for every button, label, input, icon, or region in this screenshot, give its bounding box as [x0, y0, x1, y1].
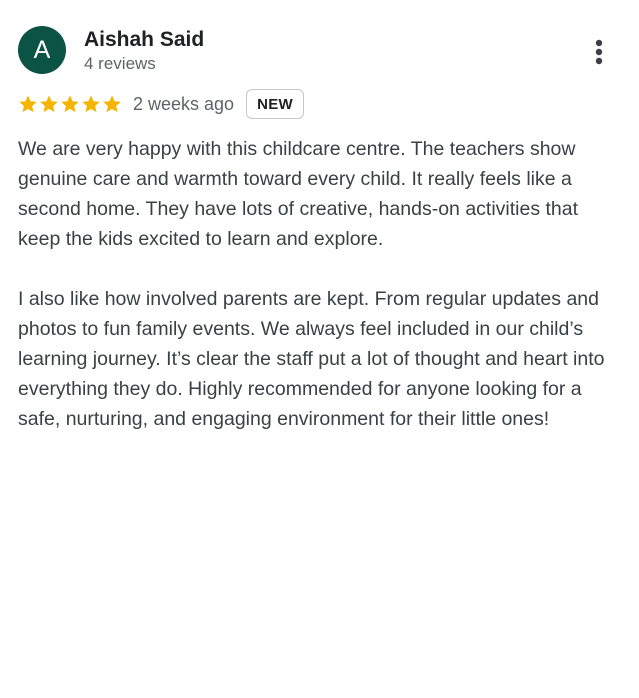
- star-rating: [18, 94, 123, 114]
- avatar-initial: A: [33, 35, 51, 64]
- star-icon: [81, 94, 101, 114]
- star-icon: [18, 94, 38, 114]
- more-vert-icon: [595, 39, 603, 65]
- reviewer-name[interactable]: Aishah Said: [84, 28, 205, 51]
- review-date: 2 weeks ago: [133, 93, 235, 114]
- avatar[interactable]: [18, 26, 66, 74]
- review-count[interactable]: 4 reviews: [84, 54, 156, 73]
- review-text: [18, 134, 624, 464]
- more-options-button[interactable]: [584, 34, 614, 70]
- star-icon: [102, 94, 122, 114]
- new-badge: NEW: [246, 89, 304, 119]
- star-icon: [60, 94, 80, 114]
- review-meta: [18, 88, 304, 120]
- review-paragraph: We are very happy with this childcare centre. The teachers show genuine care and warmth toward every child. It really feels like a second home. They have lots of creative, hands-on activities that keep the kids excited to learn and explore.: [18, 138, 579, 250]
- star-icon: [39, 94, 59, 114]
- review-paragraph: I also like how involved parents are kept. From regular updates and photos to fun family events. We always feel included in our child’s learning journey. It’s clear the staff put a lot of thought and heart into everything they do. Highly recommended for anyone looking for a safe, nurturing, and engaging environment for their little ones!: [18, 288, 605, 430]
